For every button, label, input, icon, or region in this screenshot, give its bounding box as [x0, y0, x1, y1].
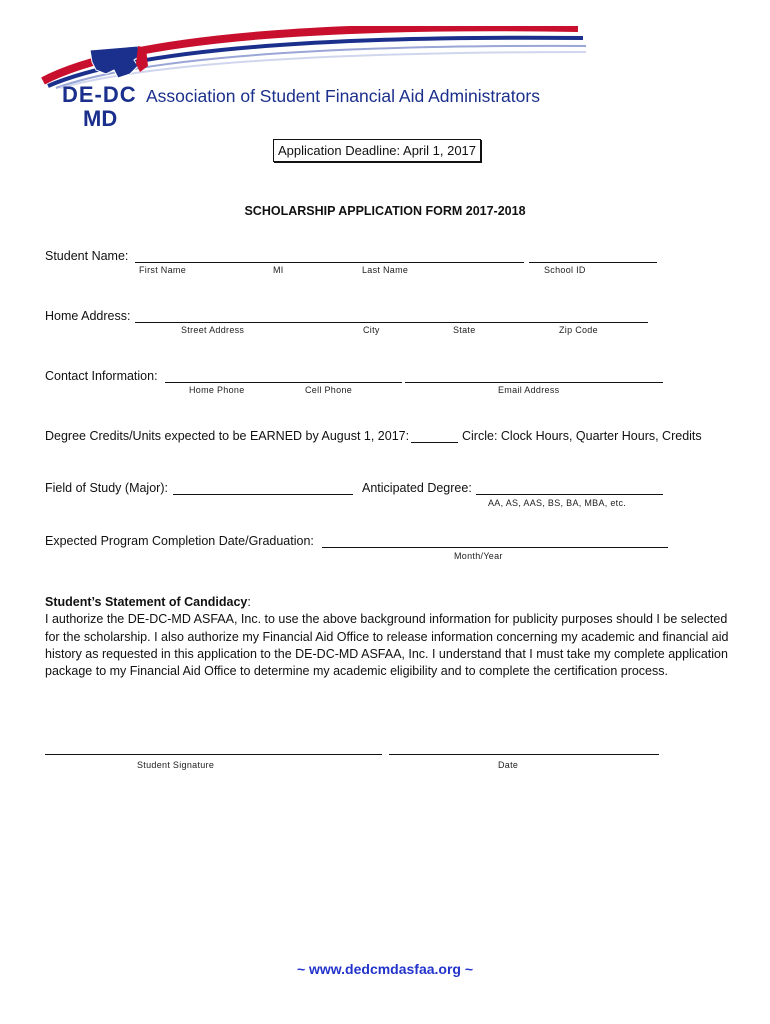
degree-credits-label: Degree Credits/Units expected to be EARNED by August 1, 2017: [45, 429, 410, 443]
state-caption: State [453, 325, 476, 335]
home-address-line[interactable] [135, 322, 648, 323]
student-name-line[interactable] [135, 262, 524, 263]
mi-caption: MI [273, 265, 284, 275]
school-id-caption: School ID [544, 265, 586, 275]
month-year-caption: Month/Year [454, 551, 503, 561]
logo-mark-2: MD [83, 106, 118, 131]
credit-type-circle[interactable]: Circle: Clock Hours, Quarter Hours, Credits [462, 429, 702, 443]
org-logo [38, 26, 598, 136]
degree-credits-line[interactable] [411, 442, 458, 443]
student-signature-caption: Student Signature [137, 760, 215, 770]
home-phone-caption: Home Phone [189, 385, 245, 395]
statement-title: Student’s Statement of Candidacy [45, 595, 248, 609]
application-deadline: Application Deadline: April 1, 2017 [273, 139, 481, 162]
phone-line[interactable] [165, 382, 402, 383]
school-id-line[interactable] [529, 262, 657, 263]
statement-body: I authorize the DE-DC-MD ASFAA, Inc. to use the above background information for publicity purposes should I be selected for the scholarship. I also authorize my Financial Aid Office to release information concerning my academic and financial aid history as requested in this application to the DE-DC-MD ASFAA, Inc. I understand that I must take my complete application package to my Financial Aid Office to determine my academic eligibility and to complete the certification process. [45, 612, 729, 679]
email-line[interactable] [405, 382, 663, 383]
statement-colon: : [247, 595, 251, 609]
signature-line[interactable] [45, 754, 382, 755]
degree-examples-caption: AA, AS, AAS, BS, BA, MBA, etc. [488, 498, 627, 508]
first-name-caption: First Name [139, 265, 187, 275]
completion-date-label: Expected Program Completion Date/Graduation: [45, 534, 314, 548]
form-title: SCHOLARSHIP APPLICATION FORM 2017-2018 [244, 204, 526, 218]
date-line[interactable] [389, 754, 659, 755]
last-name-caption: Last Name [362, 265, 409, 275]
completion-date-line[interactable] [322, 547, 668, 548]
logo-mark: DE-DC [62, 82, 137, 107]
website-link[interactable]: ~ www.dedcmdasfaa.org ~ [296, 961, 474, 977]
logo-graphic [38, 26, 598, 136]
field-of-study-line[interactable] [173, 494, 353, 495]
contact-info-label: Contact Information: [45, 369, 158, 383]
student-name-label: Student Name: [45, 249, 129, 263]
email-address-caption: Email Address [498, 385, 560, 395]
street-address-caption: Street Address [181, 325, 245, 335]
city-caption: City [363, 325, 380, 335]
cell-phone-caption: Cell Phone [305, 385, 353, 395]
date-caption: Date [498, 760, 519, 770]
anticipated-degree-label: Anticipated Degree: [362, 481, 472, 495]
anticipated-degree-line[interactable] [476, 494, 663, 495]
statement-of-candidacy [45, 594, 735, 680]
org-name: Association of Student Financial Aid Administrators [146, 86, 540, 106]
field-of-study-label: Field of Study (Major): [45, 481, 168, 495]
zip-code-caption: Zip Code [559, 325, 598, 335]
home-address-label: Home Address: [45, 309, 131, 323]
